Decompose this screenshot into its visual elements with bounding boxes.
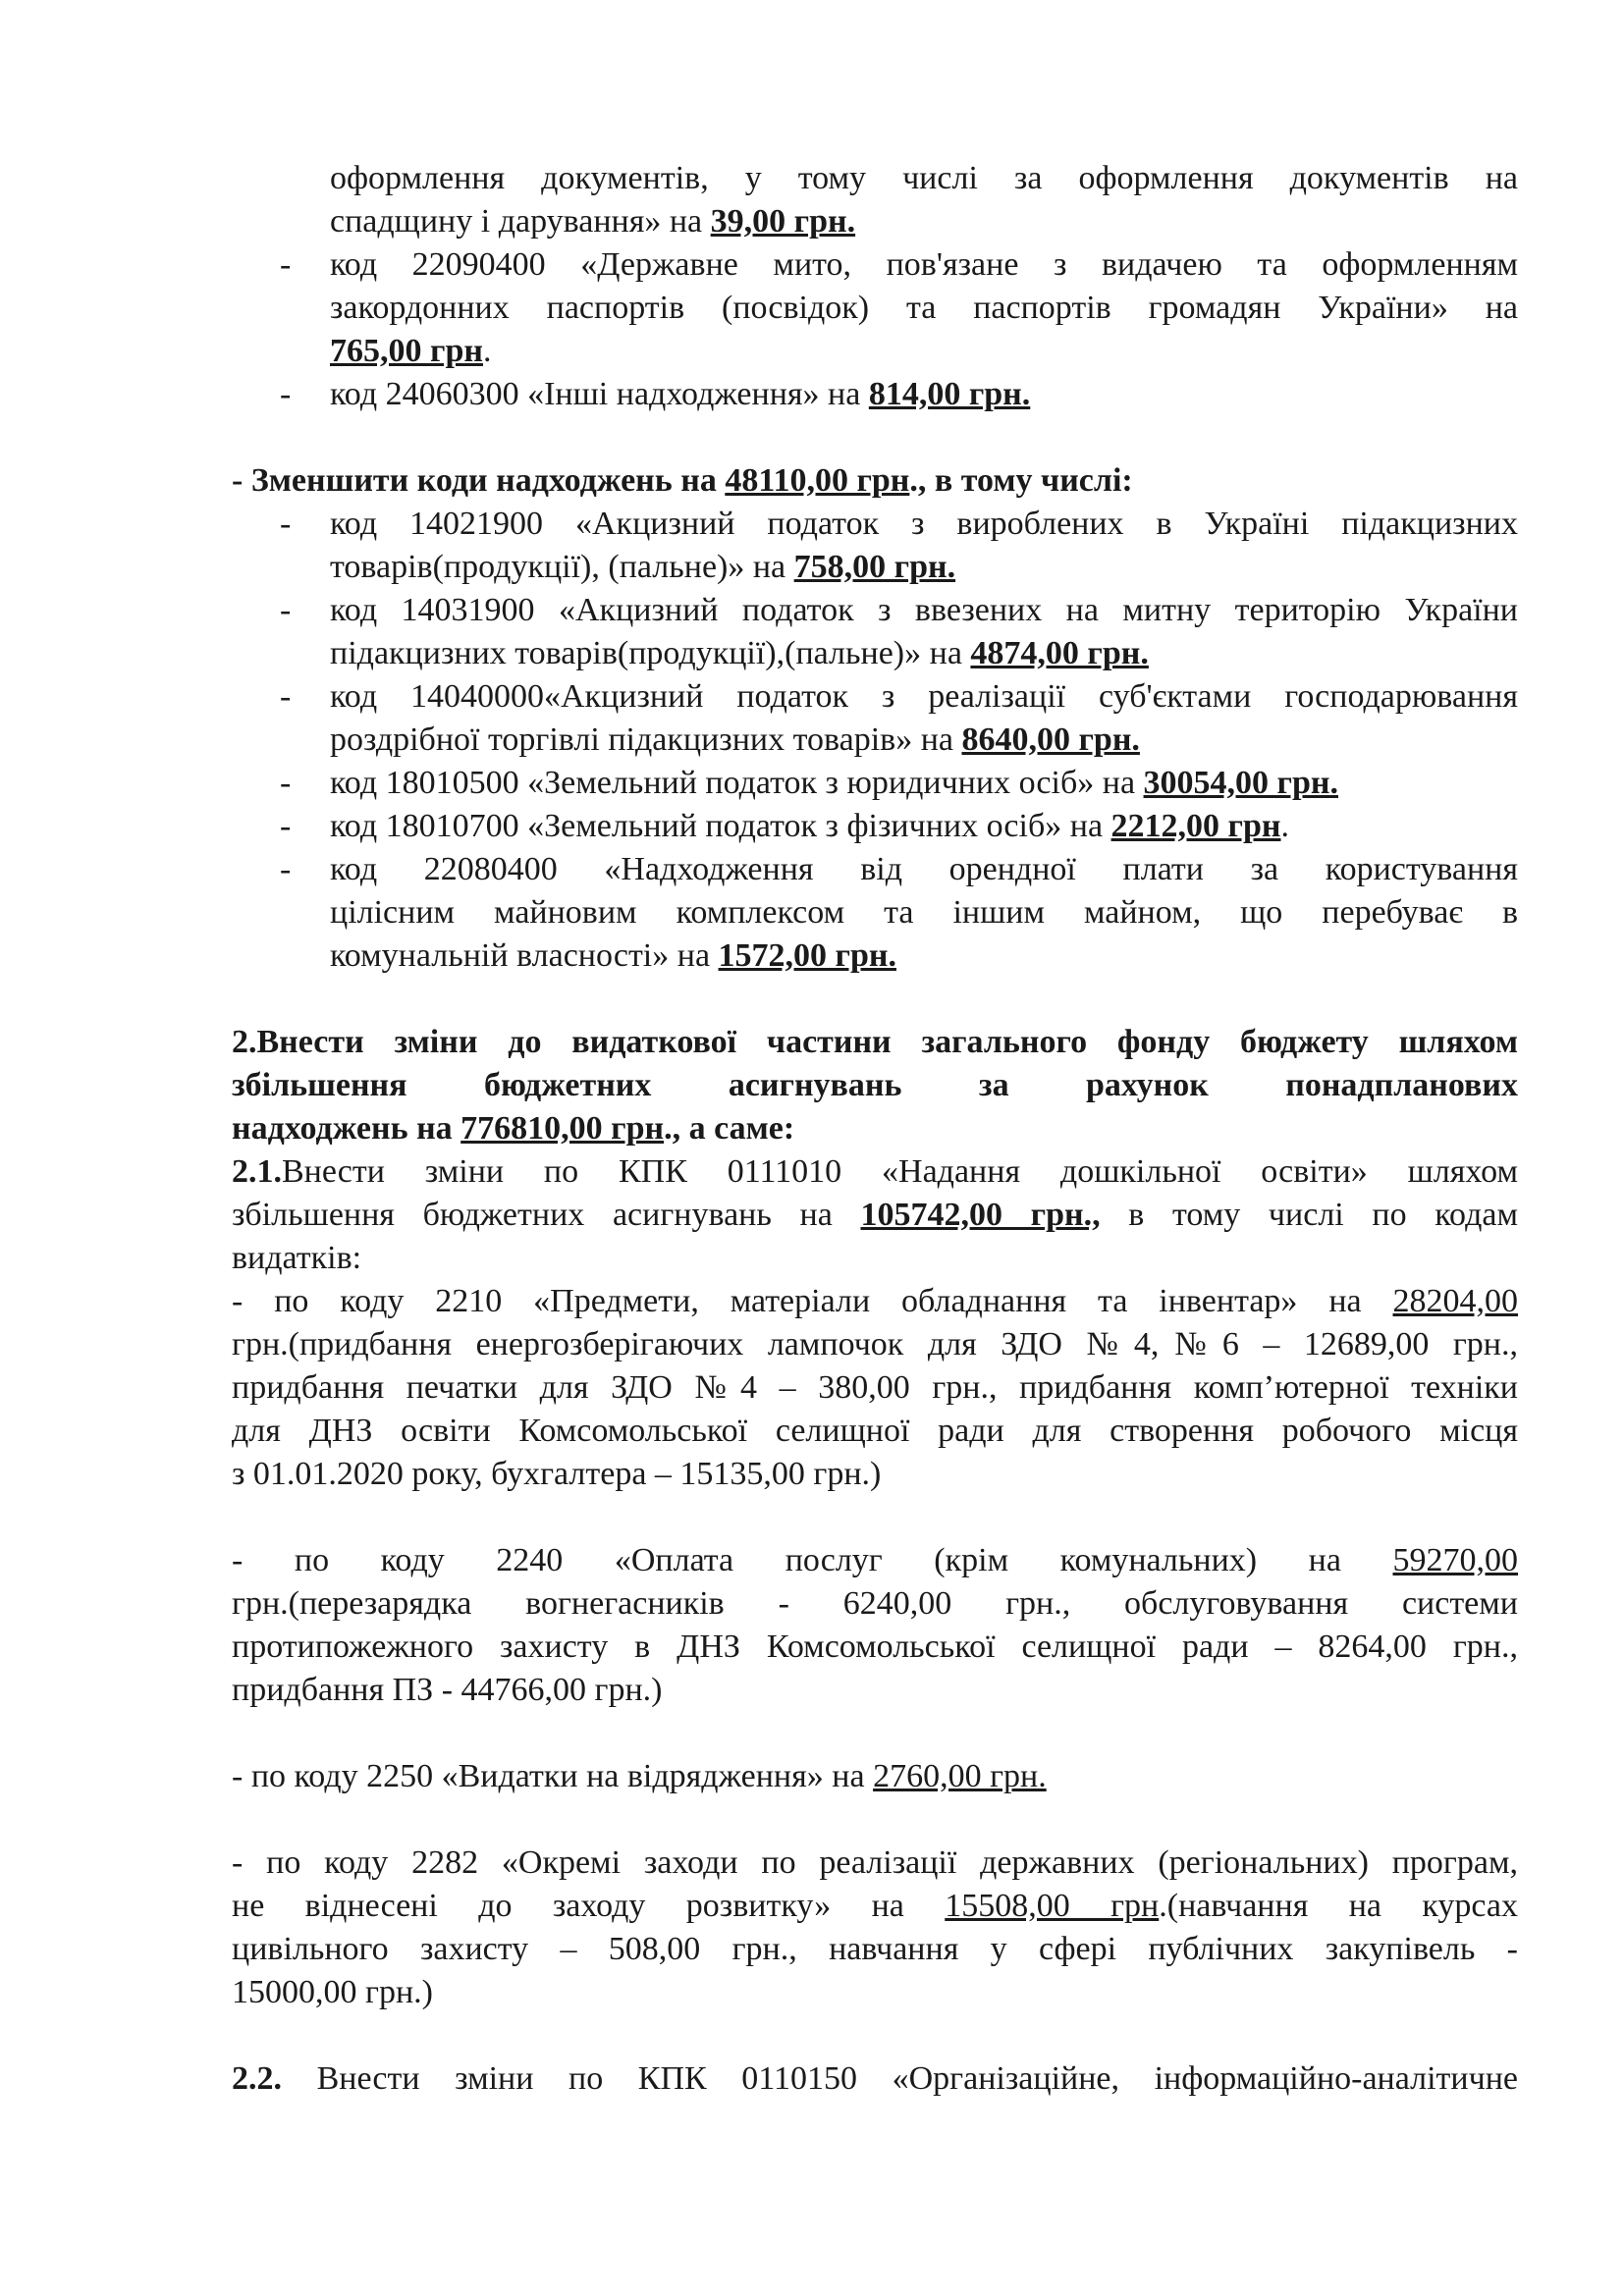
intro-line-2 <box>330 200 1518 243</box>
code-2210-line-4: для ДНЗ освіти Комсомольської селищної ради для створення робочого місця <box>232 1413 1518 1449</box>
decrease-item-6-amount: 1572,00 грн. <box>718 937 896 974</box>
increase-item-2 <box>330 373 1518 416</box>
decrease-item-4 <box>330 762 1518 805</box>
code-2282-line-1: - по коду 2282 «Окремі заходи по реалізації державних (регіональних) програм, <box>232 1844 1518 1881</box>
decrease-heading-amount: 48110,00 грн <box>725 462 910 499</box>
section-2-1-line-3: видатків: <box>232 1240 362 1276</box>
intro-amount: 39,00 грн. <box>710 203 856 240</box>
decrease-item-6-line-b: цілісним майновим комплексом та іншим майном, що перебуває в <box>330 894 1518 931</box>
decrease-item-4-amount: 30054,00 грн. <box>1143 765 1338 801</box>
section-2-1-line-2-prefix: збільшення бюджетних асигнувань на <box>232 1197 861 1233</box>
code-2250 <box>232 1755 1518 1798</box>
decrease-item-3-line-a: код 14040000«Акцизний податок з реалізації суб'єктами господарювання <box>330 678 1518 715</box>
increase-item-1-line-c <box>330 330 1518 373</box>
section-2-2-number: 2.2. <box>232 2060 282 2097</box>
decrease-item-2-line-a: код 14031900 «Акцизний податок з ввезених на митну територію України <box>330 592 1518 628</box>
increase-item-1-line-b: закордонних паспортів (посвідок) та паспортів громадян України» на <box>330 290 1518 326</box>
code-2210-line-2: грн.(придбання енергозберігаючих лампочок для ЗДО №4,№6 – 12689,00 грн., <box>232 1326 1518 1362</box>
bullet: - <box>280 246 292 283</box>
code-2240-line-4: придбання ПЗ - 44766,00 грн.) <box>232 1672 663 1708</box>
decrease-item-6-line-a: код 22080400 «Надходження від орендної плати за користування <box>330 851 1518 887</box>
bullet: - <box>280 765 292 801</box>
code-2240-line-3: протипожежного захисту в ДНЗ Комсомольської селищної ради – 8264,00 грн., <box>232 1629 1518 1665</box>
code-2282-suffix: .(навчання на курсах <box>1159 1888 1518 1924</box>
code-2240-line-2: грн.(перезарядка вогнегасників - 6240,00 грн., обслуговування системи <box>232 1585 1518 1622</box>
section-2-heading-1: 2.Внести зміни до видаткової частини загального фонду бюджету шляхом <box>232 1024 1518 1060</box>
code-2210-line-3: придбання печатки для ЗДО №4 – 380,00 грн., придбання комп’ютерної техніки <box>232 1369 1518 1406</box>
increase-item-1-amount: 765,00 грн <box>330 333 483 369</box>
increase-item-1-line-a: код 22090400 «Державне мито, пов'язане з видачею та оформленням <box>330 246 1518 283</box>
increase-item-2-amount: 814,00 грн. <box>868 376 1031 412</box>
bullet: - <box>280 376 292 412</box>
decrease-item-6-line-c <box>330 934 1518 978</box>
decrease-item-2-line-b <box>330 632 1518 675</box>
bullet: - <box>280 506 292 542</box>
decrease-item-6-text: комунальній власності» на <box>330 937 719 974</box>
decrease-item-2-text: підакцизних товарів(продукції),(пальне)» на <box>330 635 971 671</box>
intro-line-1: оформлення документів, у тому числі за оформлення документів на <box>330 160 1518 196</box>
increase-item-1-tail: . <box>482 333 492 369</box>
code-2282-amount: 15508,00 грн <box>945 1888 1160 1924</box>
section-2-2-text: Внести зміни по КПК 0110150 «Організаційне, інформаційно-аналітичне <box>282 2060 1518 2097</box>
code-2240-text: - по коду 2240 «Оплата послуг (крім комунальних) на <box>232 1542 1393 1578</box>
section-2-1-line-2 <box>232 1194 1518 1237</box>
decrease-heading-suffix: ., в тому числі: <box>909 462 1133 499</box>
decrease-item-4-text: код 18010500 «Земельний податок з юридичних осіб» на <box>330 765 1144 801</box>
section-2-2-line-1 <box>232 2057 1518 2101</box>
code-2240-line-1 <box>232 1539 1518 1582</box>
decrease-item-1-amount: 758,00 грн. <box>793 549 956 585</box>
section-2-line-2 <box>232 1064 1518 1107</box>
section-2-1-line-2-suffix: в тому числі по кодам <box>1100 1197 1518 1233</box>
section-2-1-line-1 <box>232 1150 1518 1194</box>
code-2282-line-2 <box>232 1885 1518 1928</box>
decrease-heading-prefix: - Зменшити коди надходжень на <box>232 462 726 499</box>
section-2-1-text: Внести зміни по КПК 0111010 «Надання дошкільної освіти» шляхом <box>282 1153 1518 1190</box>
decrease-item-2-amount: 4874,00 грн. <box>970 635 1149 671</box>
decrease-item-3-line-b <box>330 719 1518 762</box>
code-2210-line-5: з 01.01.2020 року, бухгалтера – 15135,00 грн.) <box>232 1456 882 1492</box>
code-2210-text: - по коду 2210 «Предмети, матеріали обладнання та інвентар» на <box>232 1283 1393 1319</box>
decrease-item-1-text: товарів(продукції), (пальне)» на <box>330 549 794 585</box>
decrease-item-5-text: код 18010700 «Земельний податок з фізичних осіб» на <box>330 808 1111 844</box>
bullet: - <box>280 678 292 715</box>
section-2-line-1 <box>232 1021 1518 1064</box>
section-2-amount: 776810,00 грн <box>460 1110 665 1147</box>
code-2240-amount: 59270,00 <box>1392 1542 1518 1578</box>
decrease-item-3-amount: 8640,00 грн. <box>961 721 1140 758</box>
section-2-line-3-prefix: надходжень на <box>232 1110 461 1147</box>
section-2-heading-2: збільшення бюджетних асигнувань за рахунок понадпланових <box>232 1067 1518 1103</box>
decrease-item-1-line-b <box>330 546 1518 589</box>
bullet: - <box>280 851 292 887</box>
code-2210-line-1 <box>232 1280 1518 1323</box>
code-2210-amount: 28204,00 <box>1392 1283 1518 1319</box>
code-2282-line-3: цивільного захисту – 508,00 грн., навчання у сфері публічних закупівель - <box>232 1931 1518 1967</box>
decrease-item-1-line-a: код 14021900 «Акцизний податок з вироблених в Україні підакцизних <box>330 506 1518 542</box>
decrease-item-3-text: роздрібної торгівлі підакцизних товарів» на <box>330 721 962 758</box>
decrease-item-5-amount: 2212,00 грн <box>1110 808 1281 844</box>
section-2-line-3 <box>232 1107 1518 1150</box>
intro-line-2-text: спадщину і дарування» на <box>330 203 711 240</box>
code-2282-text: не віднесені до заходу розвитку» на <box>232 1888 946 1924</box>
increase-item-2-text: код 24060300 «Інші надходження» на <box>330 376 869 412</box>
decrease-item-5-tail: . <box>1280 808 1289 844</box>
code-2282-line-4: 15000,00 грн.) <box>232 1974 433 2010</box>
code-2250-amount: 2760,00 грн. <box>873 1758 1047 1794</box>
decrease-heading <box>232 459 1518 503</box>
section-2-line-3-suffix: ., а саме: <box>664 1110 795 1147</box>
section-2-1-amount: 105742,00 грн., <box>860 1197 1101 1233</box>
decrease-item-5 <box>330 805 1518 848</box>
bullet: - <box>280 808 292 844</box>
bullet: - <box>280 592 292 628</box>
code-2250-text: - по коду 2250 «Видатки на відрядження» на <box>232 1758 874 1794</box>
section-2-1-number: 2.1. <box>232 1153 282 1190</box>
